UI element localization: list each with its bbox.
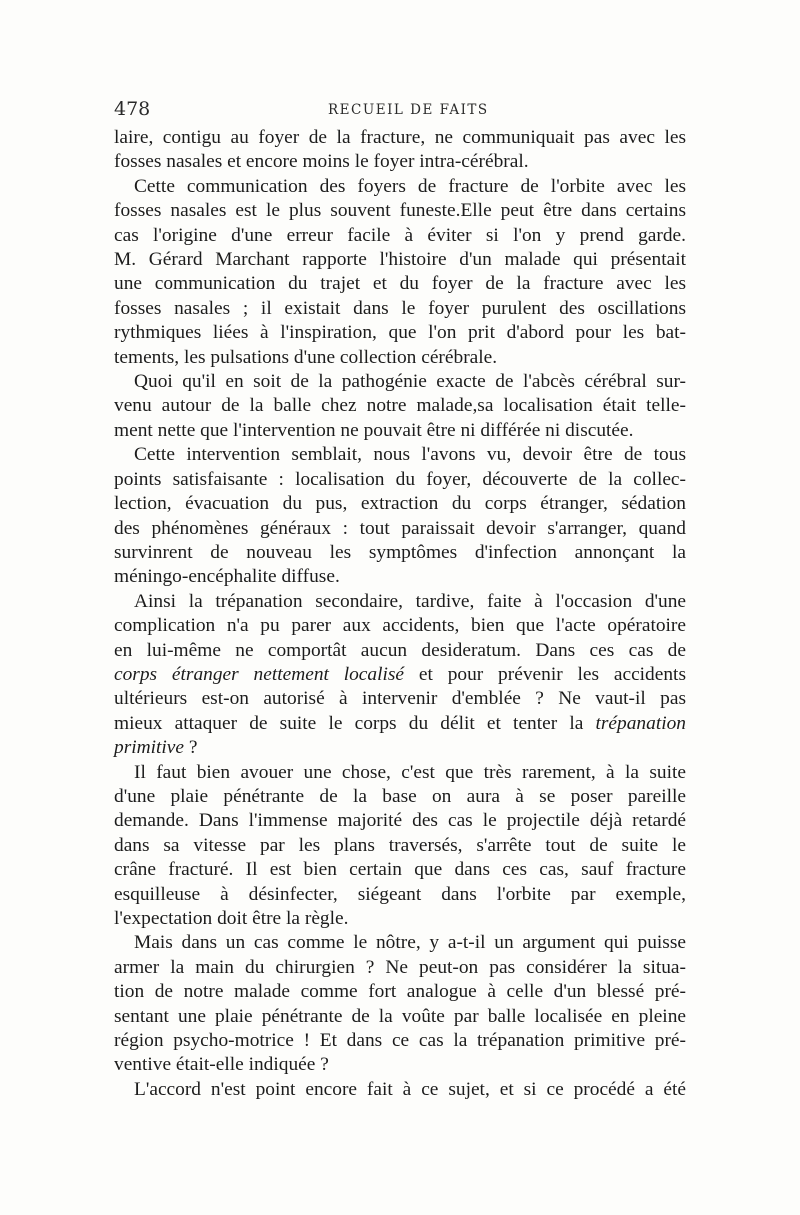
text-segment: lection, évacuation du pus, extraction du corps étranger, sédation — [114, 493, 686, 515]
text-segment: venu autour de la balle chez notre malade,sa localisation était telle- — [114, 395, 686, 417]
text-line — [114, 492, 686, 516]
text-line — [114, 541, 686, 565]
text-line — [114, 248, 686, 272]
text-line — [114, 321, 686, 345]
text-segment: rythmiques liées à l'inspiration, que l'on prit d'abord pour les bat- — [114, 322, 686, 344]
text-line — [114, 712, 686, 736]
text-segment: ventive était-elle indiquée ? — [114, 1054, 329, 1076]
text-line — [114, 346, 686, 370]
text-segment: crâne fracturé. Il est bien certain que dans ces cas, sauf fracture — [114, 859, 686, 881]
text-line — [114, 639, 686, 663]
text-line — [114, 468, 686, 492]
text-line — [114, 126, 686, 150]
text-line — [114, 297, 686, 321]
text-segment: dans sa vitesse par les plans traversés, s'arrête tout de suite le — [114, 834, 686, 856]
text-line — [114, 761, 686, 785]
text-line — [114, 443, 686, 467]
text-segment: tements, les pulsations d'une collection cérébrale. — [114, 346, 498, 368]
text-segment: l'expectation doit être la règle. — [114, 908, 349, 929]
text-segment: Cette communication des foyers de fracture de l'orbite avec les — [134, 175, 686, 197]
text-segment: L'accord n'est point encore fait à ce sujet, et si ce procédé a été — [134, 1078, 686, 1100]
text-segment: demande. Dans l'immense majorité des cas le projectile déjà retardé — [114, 810, 686, 832]
text-line — [114, 931, 686, 955]
text-segment: et pour prévenir les accidents — [404, 663, 686, 685]
text-segment: ment nette que l'intervention ne pouvait être ni différée ni discutée. — [114, 419, 634, 441]
text-segment: une communication du trajet et du foyer de la fracture avec les — [114, 273, 686, 295]
text-line — [114, 956, 686, 980]
text-line — [114, 834, 686, 858]
text-line — [114, 1005, 686, 1029]
text-segment: cas l'origine d'une erreur facile à éviter si l'on y prend garde. — [114, 224, 686, 246]
text-segment: région psycho-motrice ! Et dans ce cas la trépanation primitive pré- — [114, 1030, 686, 1052]
text-segment: fosses nasales ; il existait dans le foyer purulent des oscillations — [114, 297, 686, 319]
text-line — [114, 175, 686, 199]
italic-segment: trépanation — [595, 712, 686, 734]
text-line — [114, 370, 686, 394]
text-segment: Quoi qu'il en soit de la pathogénie exacte de l'abcès cérébral sur- — [134, 371, 686, 393]
text-segment: M. Gérard Marchant rapporte l'histoire d'un malade qui présentait — [114, 249, 686, 271]
text-line — [114, 809, 686, 833]
text-segment: armer la main du chirurgien ? Ne peut-on pas considérer la situa- — [114, 956, 686, 978]
text-line — [114, 150, 686, 174]
text-segment: méningo-encéphalite diffuse. — [114, 566, 340, 588]
text-line — [114, 883, 686, 907]
text-segment: Mais dans un cas comme le nôtre, y a-t-il un argument qui puisse — [134, 932, 686, 954]
text-segment: Cette intervention semblait, nous l'avons vu, devoir être de tous — [134, 444, 686, 466]
text-segment: tion de notre malade comme fort analogue à celle d'un blessé pré- — [114, 981, 686, 1003]
body-text — [114, 126, 686, 1102]
text-line — [114, 224, 686, 248]
text-line — [114, 687, 686, 711]
text-segment: complication n'a pu parer aux accidents, bien que l'acte opératoire — [114, 615, 686, 637]
text-line — [114, 272, 686, 296]
page-header — [114, 98, 699, 124]
italic-segment: primitive — [114, 737, 185, 759]
text-line — [114, 785, 686, 809]
text-segment: Ainsi la trépanation secondaire, tardive, faite à l'occasion d'une — [134, 590, 686, 612]
text-line — [114, 394, 686, 418]
text-line — [114, 565, 686, 589]
text-segment: mieux attaquer de suite le corps du délit et tenter la — [114, 712, 596, 734]
text-segment: en lui-même ne comportât aucun desideratum. Dans ces cas de — [114, 639, 686, 661]
text-line — [114, 517, 686, 541]
text-segment: sentant une plaie pénétrante de la voûte par balle localisée en pleine — [114, 1005, 686, 1027]
text-line — [114, 590, 686, 614]
text-segment: d'une plaie pénétrante de la base on aura à se poser pareille — [114, 785, 686, 807]
text-segment: laire, contigu au foyer de la fracture, ne communiquait pas avec les — [114, 127, 686, 148]
text-segment: fosses nasales est le plus souvent funeste.Elle peut être dans certains — [114, 200, 686, 222]
text-segment: ? — [184, 737, 198, 759]
text-segment: survinrent de nouveau les symptômes d'infection annonçant la — [114, 541, 686, 563]
text-line — [114, 199, 686, 223]
text-line — [114, 1053, 686, 1077]
text-line — [114, 1029, 686, 1053]
text-segment: Il faut bien avouer une chose, c'est que très rarement, à la suite — [134, 761, 686, 783]
italic-segment: corps étranger nettement localisé — [114, 663, 405, 685]
text-line — [114, 663, 686, 687]
text-line — [114, 614, 686, 638]
text-line — [114, 980, 686, 1004]
text-line — [114, 1078, 686, 1102]
text-segment: ultérieurs est-on autorisé à intervenir d'emblée ? Ne vaut-il pas — [114, 688, 686, 710]
text-segment: fosses nasales et encore moins le foyer intra-cérébral. — [114, 151, 529, 173]
text-line — [114, 419, 686, 443]
text-segment: des phénomènes généraux : tout paraissait devoir s'arranger, quand — [114, 517, 686, 539]
text-line — [114, 858, 686, 882]
text-line — [114, 736, 686, 760]
text-segment: esquilleuse à désinfecter, siégeant dans l'orbite par exemple, — [114, 883, 686, 905]
page-number: 478 — [114, 98, 151, 120]
text-line — [114, 907, 686, 931]
running-head: RECUEIL DE FAITS — [328, 102, 489, 118]
text-segment: points satisfaisante : localisation du foyer, découverte de la collec- — [114, 468, 686, 490]
